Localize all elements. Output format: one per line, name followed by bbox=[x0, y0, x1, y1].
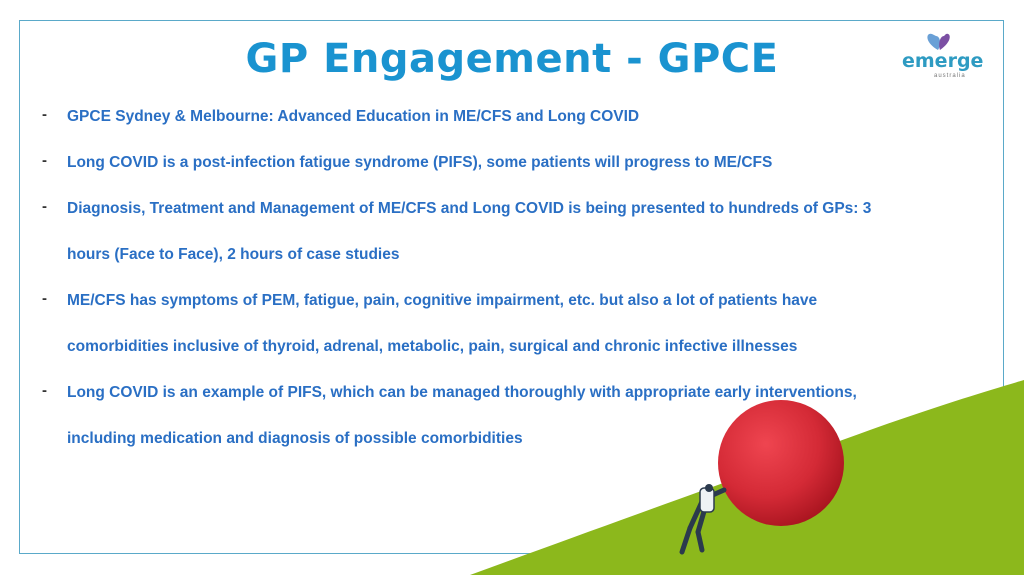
bullet-text: Long COVID is an example of PIFS, which can be managed thoroughly with appropriate early interventions, bbox=[67, 384, 857, 401]
bullet-marker: - bbox=[42, 152, 47, 169]
bullet-text: ME/CFS has symptoms of PEM, fatigue, pain, cognitive impairment, etc. but also a lot of patients have bbox=[67, 292, 818, 309]
bullet-marker: - bbox=[42, 382, 47, 399]
bullet-marker: - bbox=[42, 106, 47, 123]
bullet-text: Diagnosis, Treatment and Management of ME/CFS and Long COVID is being presented to hundreds of GPs: 3 bbox=[67, 200, 872, 217]
logo-subtitle: australia bbox=[934, 73, 966, 79]
logo-wordmark: emerge bbox=[902, 50, 984, 72]
bullet-text: including medication and diagnosis of possible comorbidities bbox=[67, 430, 523, 447]
bullet-marker: - bbox=[42, 290, 47, 307]
bullet-text: hours (Face to Face), 2 hours of case studies bbox=[67, 246, 400, 263]
slide-title: GP Engagement - GPCE bbox=[245, 36, 779, 82]
red-ball bbox=[718, 400, 844, 526]
bullet-marker: - bbox=[42, 198, 47, 215]
bullet-text: GPCE Sydney & Melbourne: Advanced Education in ME/CFS and Long COVID bbox=[67, 108, 640, 125]
bullet-text: comorbidities inclusive of thyroid, adrenal, metabolic, pain, surgical and chronic infective illnesses bbox=[67, 338, 798, 355]
bullet-text: Long COVID is a post-infection fatigue syndrome (PIFS), some patients will progress to ME/CFS bbox=[67, 154, 773, 171]
